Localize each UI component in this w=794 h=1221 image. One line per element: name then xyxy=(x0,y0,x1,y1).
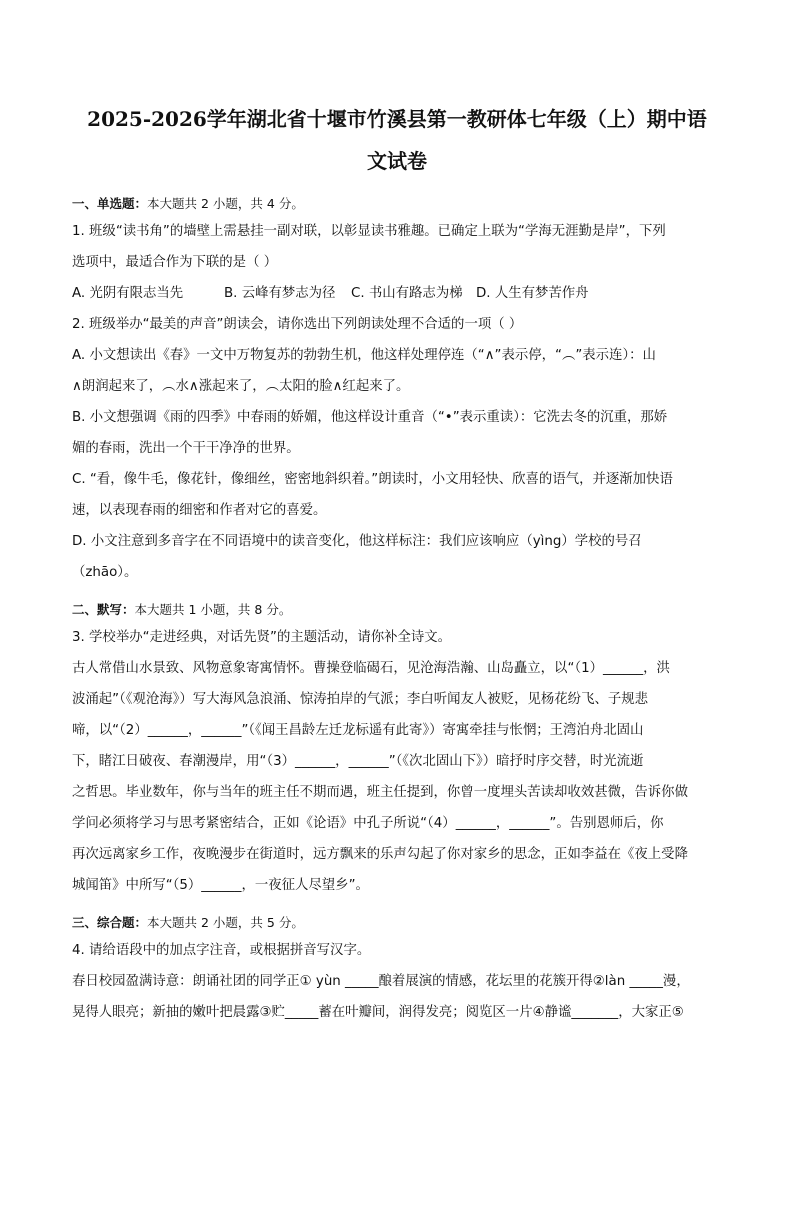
q1-option-a: A. 光阴有限志当先 xyxy=(72,286,184,301)
exam-page xyxy=(0,98,794,1221)
section3-header xyxy=(72,911,722,935)
q1-option-b: B. 云峰有梦志为径 xyxy=(224,286,336,301)
q4-line: 春日校园盈满诗意：朗诵社团的同学正① yùn _____酿着展演的情感，花坛里的花簇开得②làn _____漫， xyxy=(72,974,690,989)
q1-option-d: D. 人生有梦苦作舟 xyxy=(476,286,589,301)
q3-line: 学问必须将学习与思考紧密结合，正如《论语》中孔子所说“（4）______，______”。告别恩师后，你 xyxy=(72,816,664,831)
section2-desc: 本大题共 1 小题，共 8 分。 xyxy=(134,602,292,617)
q3-line: 古人常借山水景致、风物意象寄寓情怀。曹操登临碣石，见沧海浩瀚、山岛矗立，以“（1）______，洪 xyxy=(72,661,670,676)
q1-option-c: C. 书山有路志为梯 xyxy=(351,286,463,301)
exam-title-line1: 2025-2026学年湖北省十堰市竹溪县第一教研体七年级（上）期中语 xyxy=(87,107,707,131)
q3-line: 城闻笛》中所写“（5）______，一夜征人尽望乡”。 xyxy=(72,878,369,893)
q2-option-a-line2: ∧朗润起来了，︵水∧涨起来了，︵太阳的脸∧红起来了。 xyxy=(72,379,410,394)
section3-heading: 三、综合题： xyxy=(72,915,148,930)
section1-header xyxy=(72,192,722,216)
q3-line: 之哲思。毕业数年，你与当年的班主任不期而遇，班主任提到，你曾一度埋头苦读却收效甚微，告诉你做 xyxy=(72,785,688,800)
q2-option-d-line2: （zhāo）。 xyxy=(72,565,138,580)
q2-option-b-line1: B. 小文想强调《雨的四季》中春雨的娇媚，他这样设计重音（“•”表示重读）：它洗去冬的沉重，那娇 xyxy=(72,410,668,425)
exam-title-line2: 文试卷 xyxy=(367,149,427,173)
q4-line: 晃得人眼亮；新抽的嫩叶把晨露③贮_____蓄在叶瓣间，润得发亮；阅览区一片④静谧_______，大家正⑤ xyxy=(72,1005,684,1020)
q2-stem: 2. 班级举办“最美的声音”朗读会，请你选出下列朗读处理不合适的一项（ ） xyxy=(72,317,523,332)
q1-stem-line2: 选项中，最适合作为下联的是（ ） xyxy=(72,255,278,270)
q2-option-c-line1: C. “看，像牛毛，像花针，像细丝，密密地斜织着。”朗读时，小文用轻快、欣喜的语气，并逐渐加快语 xyxy=(72,472,673,487)
q3-line: 下，睹江日破夜、春潮漫岸，用“（3）______，______”（《次北固山下》）暗抒时序交替，时光流逝 xyxy=(72,754,644,769)
section1-desc: 本大题共 2 小题，共 4 分。 xyxy=(147,196,304,211)
q2-option-b-line2: 媚的春雨，洗出一个干干净净的世界。 xyxy=(72,441,300,456)
section3-desc: 本大题共 2 小题，共 5 分。 xyxy=(147,915,304,930)
q1-stem-line1: 1. 班级“读书角”的墙壁上需悬挂一副对联，以彰显读书雅趣。已确定上联为“学海无涯勤是岸”，下列 xyxy=(72,224,666,239)
section2-heading: 二、默写： xyxy=(72,602,135,617)
q3-line: 啼，以“（2）______，______”（《闻王昌龄左迁龙标遥有此寄》）寄寓牵挂与怅惘；王湾泊舟北固山 xyxy=(72,723,644,738)
q2-option-a-line1: A. 小文想读出《春》一文中万物复苏的勃勃生机，他这样处理停连（“∧”表示停，“︵”表示连）：山 xyxy=(72,348,656,363)
q2-option-d-line1: D. 小文注意到多音字在不同语境中的读音变化，他这样标注：我们应该响应（yìng）学校的号召 xyxy=(72,534,642,549)
q2-option-c-line2: 速，以表现春雨的细密和作者对它的喜爱。 xyxy=(72,503,327,518)
q4-stem: 4. 请给语段中的加点字注音，或根据拼音写汉字。 xyxy=(72,943,371,958)
section2-header xyxy=(72,598,722,622)
q3-stem: 3. 学校举办“走进经典，对话先贤”的主题活动，请你补全诗文。 xyxy=(72,630,452,645)
q3-line: 波涌起”（《观沧海》）写大海风急浪涌、惊涛拍岸的气派；李白听闻友人被贬，见杨花纷飞、子规悲 xyxy=(72,692,649,707)
q3-line: 再次远离家乡工作，夜晚漫步在街道时，远方飘来的乐声勾起了你对家乡的思念，正如李益在《夜上受降 xyxy=(72,847,688,862)
section1-heading: 一、单选题： xyxy=(72,196,148,211)
q1-options xyxy=(72,278,722,309)
